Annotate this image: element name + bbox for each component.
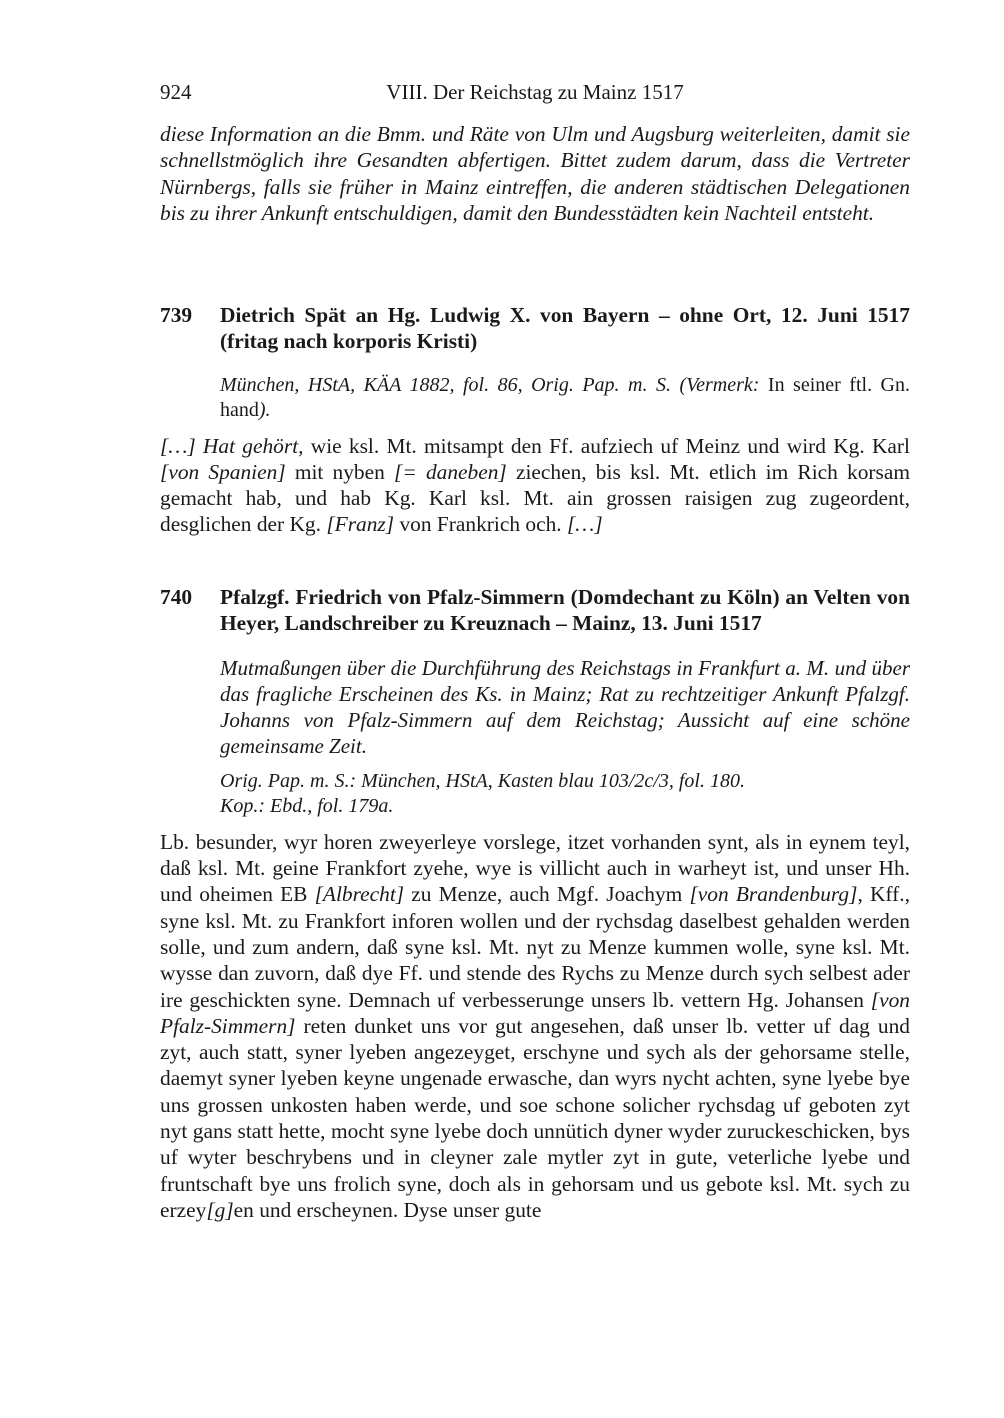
- doc-739: [160, 302, 910, 538]
- doc-739-editorial: [= daneben]: [394, 459, 507, 484]
- doc-739-editorial: [von Spanien]: [160, 459, 286, 484]
- doc-739-text-part: […] Hat gehört,: [160, 433, 304, 458]
- doc-740-summary: Mutmaßungen über die Durchführung des Reichstags in Frankfurt a. M. und über das fragliche Erscheinen des Ks. in Mainz; Rat zu rechtzeitiger Ankunft Pfalzgf. Johanns von Pfalz-Simmern auf dem Reichstag; Aussicht auf eine schöne gemeinsame Zeit.: [220, 655, 910, 759]
- doc-740-editorial: [von Brandenburg]: [689, 882, 858, 907]
- doc-740-editorial: [Albrecht]: [314, 882, 405, 907]
- doc-740-text-part: reten dunket uns vor gut angesehen, daß unser lb. vetter uf dag und zyt, auch statt, syner lyeben angezeyget, erschyne und sych als der gehorsame stelle, daemyt syner lyeben keyne ungenade erwasche, dan wyrs nycht achten, syne lyebe bye uns grossen unkosten haben werde, und soe schone solicher rychsdag uf geboten zyt nyt gans statt hette, mocht syne lyebe doch unnütich dyner wyder zuruckeschicken, bys uf wyter beschrybens und in cleyner zale mytler zyt in gute, veterliche lyebe und fruntschaft bye uns frolich syne, doch als in gehorsam und us gebote ksl. Mt. sych zu erzey: [160, 1013, 910, 1222]
- doc-739-text-part: mit nyben: [285, 459, 395, 484]
- doc-739-heading: [160, 302, 910, 355]
- doc-740-text-part: , Kff., syne ksl. Mt. zu Frankfort inforen wollen und der rychsdag daselbest gehalden werden solle, und zum andern, daß syne ksl. Mt. nyt zu Menze kummen wolle, syne ksl. Mt. wysse dan zuvorn, daß dye Ff. und stende des Rychs zu Menze durch sych selbest ader ire geschickten syne. Demnach uf verbesserunge unsers lb. vettern Hg. Johansen: [160, 882, 910, 1012]
- doc-739-source: [220, 373, 910, 423]
- doc-740-editorial: [g]: [206, 1197, 234, 1222]
- doc-740-text-part: zu Menze, auch Mgf. Joachym: [404, 882, 690, 907]
- doc-739-source-italic: München, HStA, KÄA 1882, fol. 86, Orig. Pap. m. S. (Vermerk:: [220, 373, 760, 396]
- intro-paragraph-block: [160, 121, 910, 226]
- doc-739-number: 739: [160, 303, 193, 327]
- doc-740: [160, 584, 910, 1223]
- doc-739-text-part: wie ksl. Mt. mitsampt den Ff. aufziech uf Meinz und wird Kg. Karl: [303, 433, 910, 458]
- doc-740-title: Pfalzgf. Friedrich von Pfalz-Simmern (Domdechant zu Köln) an Velten von Heyer, Landschreiber zu Kreuznach – Mainz, 13. Juni 1517: [220, 585, 910, 636]
- intro-paragraph: diese Information an die Bmm. und Räte von Ulm und Augsburg weiterleiten, damit sie schnellstmöglich ihre Gesandten abfertigen. Bittet zudem darum, dass die Vertreter Nürnbergs, falls sie früher in Mainz eintreffen, die anderen städtischen Delegationen bis zu ihrer Ankunft entschuldigen, damit den Bundesstädten kein Nachteil entsteht.: [160, 122, 910, 225]
- doc-739-title: Dietrich Spät an Hg. Ludwig X. von Bayern – ohne Ort, 12. Juni 1517 (fritag nach korporis Kristi): [220, 303, 910, 354]
- doc-740-editorial: [von Pfalz-Simmern]: [160, 987, 910, 1038]
- doc-740-source-line2: Kop.: Ebd., fol. 179a.: [220, 794, 394, 817]
- doc-739-text-part: von Frankrich och.: [394, 512, 567, 537]
- doc-739-editorial: […]: [566, 512, 603, 537]
- doc-740-text: [160, 829, 910, 1223]
- page-header: [160, 80, 910, 108]
- doc-740-number: 740: [160, 585, 193, 609]
- doc-740-heading: [160, 584, 910, 637]
- doc-739-source-close: ).: [258, 398, 271, 421]
- doc-740-text-part: en und erscheynen. Dyse unser gute: [233, 1197, 542, 1222]
- doc-739-text: [160, 433, 910, 538]
- doc-739-text-part: ziechen, bis ksl. Mt. etlich im Rich korsam gemacht hab, und hab Kg. Karl ksl. Mt. ain grossen raisigen zug zugeordent, desglichen der Kg.: [160, 459, 910, 537]
- doc-740-source-line1: Orig. Pap. m. S.: München, HStA, Kasten blau 103/2c/3, fol. 180.: [220, 769, 745, 792]
- doc-740-text-part: Lb. besunder, wyr horen zweyerleye vorslege, itzet vorhanden synt, als in eynem teyl, daß ksl. Mt. geine Frankfort zyehe, wye is villicht auch in warheyt ist, und unser Hh. und oheimen EB: [160, 829, 910, 907]
- page-number: 924: [160, 80, 192, 104]
- doc-739-source-note: In seiner ftl. Gn. hand: [220, 373, 910, 421]
- doc-739-editorial: [Franz]: [326, 512, 395, 537]
- running-title: VIII. Der Reichstag zu Mainz 1517: [386, 80, 684, 104]
